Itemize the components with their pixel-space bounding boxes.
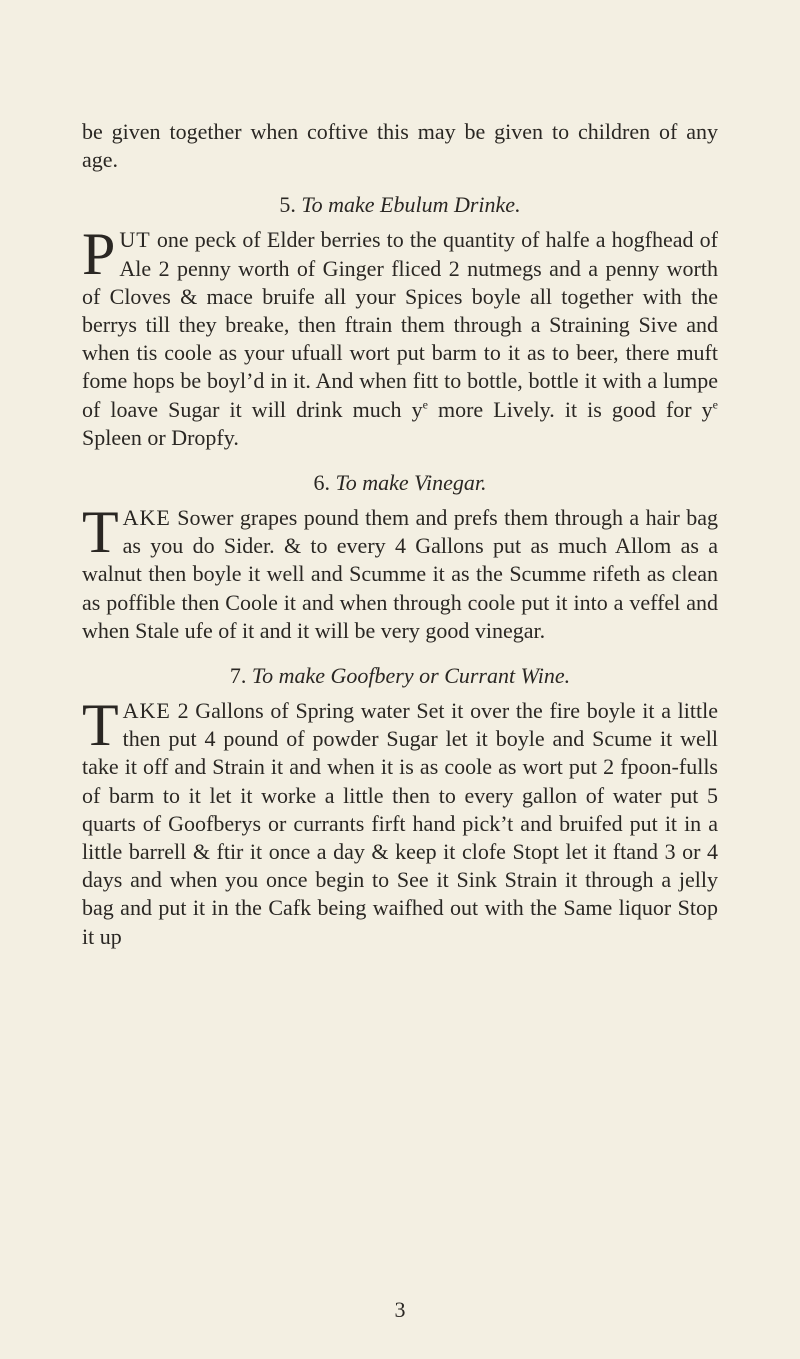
recipe-7-dropcap: T [82,692,119,759]
intro-paragraph: be given together when coftive this may be given to children of any age. [82,119,718,173]
recipe-6-number: 6. [313,470,331,496]
recipe-5-text-b: more Lively. it is good for y [427,396,713,422]
recipe-6-heading [82,468,718,498]
recipe-5-heading [82,190,718,220]
recipe-7-lead: AKE [122,698,171,724]
recipe-5-title: To make Ebulum Drinke. [301,192,521,218]
page-number: 3 [394,1297,406,1322]
recipe-7-number: 7. [229,663,247,689]
recipe-7-title: To make Goofbery or Currant Wine. [251,663,571,689]
recipe-5-body [82,221,718,452]
recipe-7-heading [82,661,718,691]
recipe-5-text-a: one peck of Elder berries to the quantity of halfe a hogfhead of Ale 2 penny worth of Ginger fliced 2 nutmegs and a penny worth of Cloves & mace bruife all your Spices boyle all together with the berrys till they breake, then ftrain them through a Straining Sive and when tis coole as your ufuall wort put barm to it as to beer, there muft fome hops be boyl’d in it. And when fitt to bottle, bottle it with a lumpe of loave Sugar it will drink much y [82,227,718,422]
recipe-5-dropcap: P [82,221,116,288]
recipe-6-lead: AKE [122,505,171,531]
recipe-6-text: Sower grapes pound them and prefs them through a hair bag as you do Sider. & to every 4 Gallons put as much Allom as a walnut then boyle it well and Scumme it as the Scumme rifeth as clean as poffible then Coole it and when through coole put it into a veffel and when Stale ufe of it and it will be very good vinegar. [82,505,718,643]
recipe-5-sup-2: e [712,397,718,412]
recipe-6-title: To make Vinegar. [335,470,487,496]
recipe-5-lead: UT [119,227,151,253]
recipe-7-body [82,692,718,951]
recipe-5-sup-1: e [422,397,428,412]
recipe-6-dropcap: T [82,499,119,566]
recipe-7-text: 2 Gallons of Spring water Set it over the fire boyle it a little then put 4 pound of powder Sugar let it boyle and Scume it well take it off and Strain it and when it is as coole as wort put 2 fpoon-fulls of barm to it let it worke a little then to every gallon of water put 5 quarts of Goofberys or currants firft hand pick’t and bruifed put it in a little barrell & ftir it once a day & keep it clofe Stopt let it ftand 3 or 4 days and when you once begin to See it Sink Strain it through a jelly bag and put it in the Cafk being waifhed out with the Same liquor Stop it up [82,698,718,949]
recipe-5-text-c: Spleen or Dropfy. [82,424,239,450]
recipe-5-number: 5. [279,192,296,218]
recipe-6-body [82,499,718,645]
